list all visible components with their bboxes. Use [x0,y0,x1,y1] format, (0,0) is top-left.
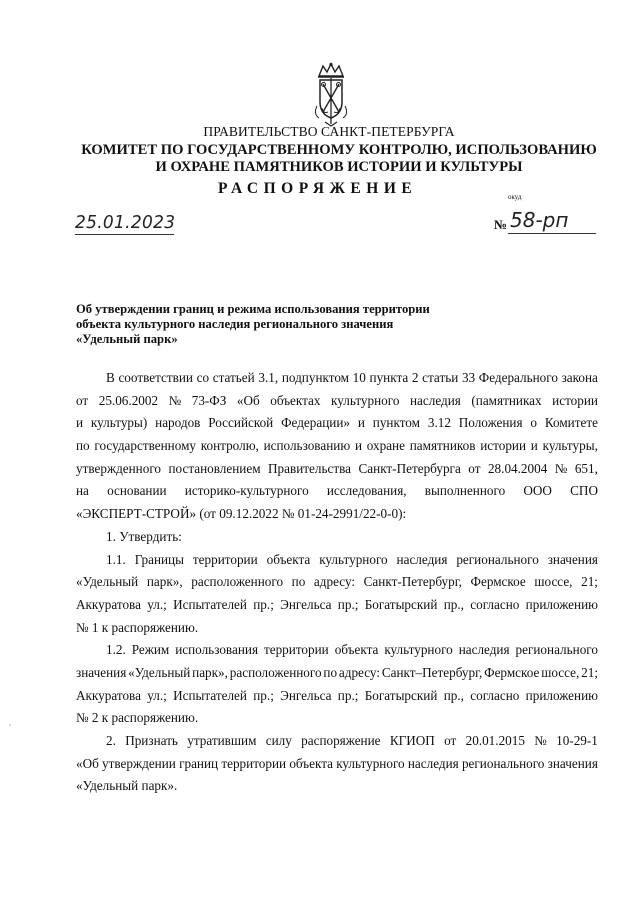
paragraph-5-line [76,730,598,753]
word: Режим [131,642,170,658]
word: 25.06.2002 [98,392,159,408]
word: контролю, [200,438,259,454]
word: объекта [289,755,333,771]
word: Энгельса [280,687,332,703]
word: 10-29-1 [556,733,598,748]
word: истории [480,438,527,454]
word: и [530,438,538,454]
word: Признать [125,733,178,748]
word: наследия [458,642,510,658]
document-date-value: 25.01.2023 [75,212,176,234]
word: территории [221,755,287,771]
word: 21; [581,664,598,680]
word: Богатырский [364,596,438,612]
word: пр.; [337,687,359,703]
word: Испытателей [173,687,247,703]
word: 73-ФЗ [191,392,227,408]
word: объектах [270,392,321,408]
word: утратившим [187,733,257,748]
word: пр.; [253,596,274,612]
word: Санкт-Петербурга [358,460,461,476]
word: соответствии [118,370,193,385]
word: адресу: [313,574,356,590]
word: распоряжение [301,733,381,748]
word: Комитете [544,415,598,431]
paragraph-4-line [76,639,598,662]
word: В [106,370,115,385]
word: по [323,664,338,680]
word: культурного [384,642,453,658]
word: расположенного [191,574,284,590]
number-underline [508,233,596,234]
word: Энгельса [280,596,332,612]
word: культуры) [90,415,148,431]
paragraph-1-line [76,480,598,503]
word: 1.2. [106,642,126,658]
committee-title [0,142,640,176]
coat-of-arms-icon [309,62,353,128]
word: 33 [461,370,476,385]
word: Федерального [478,370,558,385]
paragraph-1-line [76,412,598,435]
word: народов [155,415,201,431]
word: территории [263,642,329,658]
word: приложению [525,596,598,612]
word: от [468,460,481,476]
word: Испытателей [173,596,247,612]
government-title: ПРАВИТЕЛЬСТВО САНКТ-ПЕТЕРБУРГА [203,124,455,139]
word: Фермское [470,574,526,590]
document-date [75,211,175,239]
word: 10 [352,370,366,385]
paragraph-1-line [76,435,598,458]
word: пунктом [372,415,420,431]
word: охране [366,438,405,454]
word: постановлением [168,460,261,476]
paragraph-4-line [76,707,598,730]
word: Санкт-Петербург, [363,574,462,590]
word: наследия [396,551,448,567]
word: выполненного [424,483,506,499]
word: наследия [409,392,461,408]
document-subject [76,302,430,347]
paragraph-4-line [76,662,598,685]
word: значения [76,664,127,680]
word: пр.; [253,687,274,703]
word: культурного [331,392,400,408]
paragraph-3-line [76,571,598,594]
word: Федерации» [281,415,350,431]
word: использованию [263,438,351,454]
word: пр.; [337,596,359,612]
subject-line-2: объекта культурного наследия регионального значения [76,317,394,331]
word: регионального [515,642,598,658]
word: статьи [422,370,459,385]
word: расположенного [229,664,322,680]
word: статьей [212,370,255,385]
word: «Удельный [76,574,139,590]
word: № [554,460,568,476]
word: от [76,392,89,408]
word: пр., [443,687,464,703]
word: СПО [570,483,598,499]
word: регионального [456,551,539,567]
word: значения [547,755,598,771]
word: на [76,483,89,499]
text-run: «Удельный парк». [76,778,178,794]
word: адресу: [338,664,380,680]
word: 21; [581,574,598,590]
paragraph-5-line [76,775,598,798]
word: памятников [409,438,476,454]
word: 20.01.2015 [465,733,525,748]
word: и [76,415,84,431]
word: 2 [411,370,419,385]
word: согласно [470,596,520,612]
word: силу [265,733,292,748]
paragraph-1-line [76,503,598,526]
paragraph-5-line [76,753,598,776]
word: утвержденного [76,460,162,476]
document-type: РАСПОРЯЖЕНИЕ [218,180,418,197]
word: 28.04.2004 [487,460,548,476]
paragraph-1-line [76,390,598,413]
committee-title-line-2: И ОХРАНЕ ПАМЯТНИКОВ ИСТОРИИ И КУЛЬТУРЫ [155,159,523,175]
word: культуры, [542,438,598,454]
word: закона [561,370,598,385]
word: историко-культурного [184,483,309,499]
word: от [444,733,457,748]
word: «Удельный [128,664,191,680]
word: и [354,438,362,454]
paragraph-1-line [76,367,598,390]
word: государственному [94,438,197,454]
paragraph-4-line [76,685,598,708]
word: Положения [458,415,523,431]
word: исследования, [326,483,407,499]
paragraph-3-line [76,594,598,617]
word: приложению [525,687,598,703]
paragraph-1-line [76,458,598,481]
word: Аккуратова [76,687,141,703]
word: пункта [369,370,409,385]
word: (памятниках [471,392,542,408]
word: о [530,415,537,431]
word: 3.1, [258,370,279,385]
date-underline [75,234,174,235]
paragraph-3-line [76,617,598,640]
text-run: «ЭКСПЕРТ-СТРОЙ» (от 09.12.2022 № 01-24-2991/22-0-0): [76,506,407,522]
word: культурного [336,755,405,771]
word: парк», [192,664,228,680]
word: истории [552,392,598,408]
word: 651, [574,460,598,476]
word: основании [107,483,167,499]
word: Границы [134,551,184,567]
word: по [76,438,90,454]
word: № [168,392,182,408]
word: регионального [461,755,545,771]
word: Правительства [268,460,352,476]
word: № [534,733,547,748]
word: Аккуратова [76,596,141,612]
word: Российской [208,415,274,431]
document-number: 58-рп [510,208,569,232]
word: объекта [334,642,379,658]
text-run: 1. Утвердить: [106,528,182,544]
text-run: № 1 к распоряжению. [76,619,199,635]
word: «Об [76,755,99,771]
word: КГИОП [389,733,435,748]
word: Санкт–Петербург, [381,664,483,680]
subject-line-1: Об утверждении границ и режима использования территории [76,302,430,316]
word: объекта [266,551,311,567]
word: ул.; [147,596,167,612]
word: ул.; [147,687,167,703]
word: парк», [146,574,183,590]
word: использования [175,642,259,658]
word: шоссе, [534,574,573,590]
word: шоссе, [541,664,580,680]
committee-title-line-1: КОМИТЕТ ПО ГОСУДАРСТВЕННОМУ КОНТРОЛЮ, ИСПОЛЬЗОВАНИЮ [81,142,597,158]
word: утверждении [102,755,176,771]
word: 1.1. [106,551,126,567]
word: согласно [470,687,520,703]
number-label: № [494,217,508,232]
word: Богатырский [364,687,438,703]
word: пр., [443,596,464,612]
word: по [291,574,306,590]
paragraph-3-line [76,549,598,572]
word: «Об [236,392,260,408]
scan-mark: , [9,718,11,727]
word: ООО [523,483,552,499]
document-body [76,367,598,798]
word: 2. [106,733,116,748]
word: Фермское [484,664,540,680]
word: 3.12 [427,415,451,431]
word: подпунктом [281,370,350,385]
word: со [196,370,210,385]
word: культурного [319,551,388,567]
okud-label: окуд [508,193,522,201]
word: границ [179,755,219,771]
subject-line-3: «Удельный парк» [76,332,178,346]
text-run: № 2 к распоряжению. [76,710,199,726]
paragraph-2-line [76,526,598,549]
word: и [357,415,365,431]
word: значения [547,551,598,567]
word: наследия [407,755,459,771]
word: территории [192,551,258,567]
